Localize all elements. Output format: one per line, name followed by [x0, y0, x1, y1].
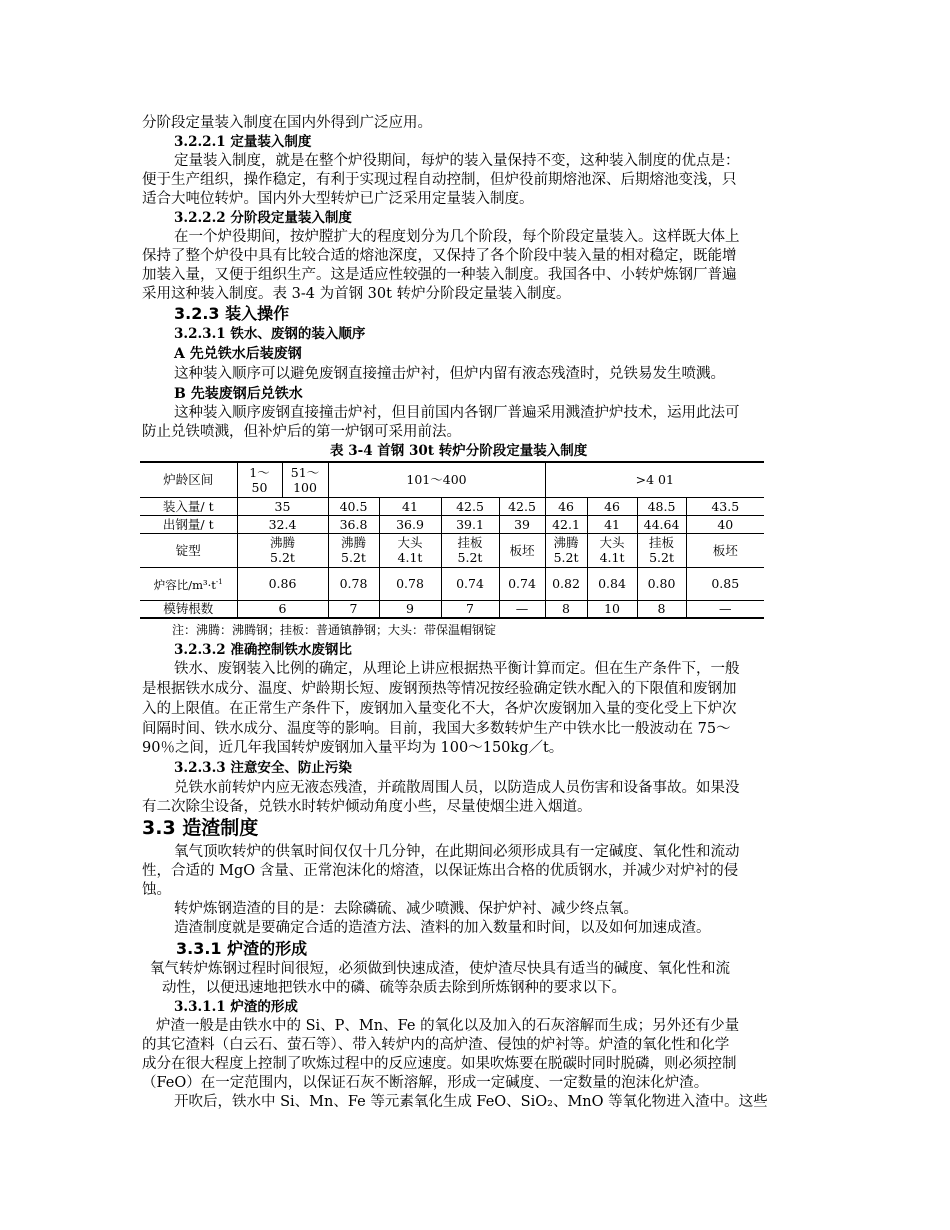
table-cell: 40 — [686, 515, 764, 533]
heading-3-2-3: 3.2.3 装入操作 — [174, 304, 290, 323]
subheading-b: B 先装废钢后兑铁水 — [174, 386, 303, 402]
table-cell: 36.9 — [379, 515, 441, 533]
table-cell: 7 — [328, 600, 379, 618]
table-cell: 42.1 — [545, 515, 587, 533]
table-cell: 0.84 — [587, 567, 637, 600]
table-cell: 挂板 5.2t — [441, 533, 499, 567]
table-row-ingot — [140, 533, 764, 567]
paragraph-line: 成分在很大程度上控制了吹炼过程中的反应速度。如果吹炼要在脱碳时同时脱磷，则必须控制 — [142, 1056, 737, 1072]
table-cell: 46 — [545, 497, 587, 515]
paragraph-line: （FeO）在一定范围内，以保证石灰不断溶解，形成一定碱度、一定数量的泡沫化炉渣。 — [142, 1075, 709, 1091]
row-label-ratio: 炉容比$/m^3\cdot t^{-1}$ — [140, 567, 237, 600]
table-cell: 板坯 — [499, 533, 545, 567]
table-row-mold — [140, 600, 764, 618]
heading-3-2-2-2: 3.2.2.2 分阶段定量装入制度 — [174, 210, 352, 226]
table-cell: 0.80 — [637, 567, 686, 600]
table-cell: 7 — [441, 600, 499, 618]
table-cell: 挂板 5.2t — [637, 533, 686, 567]
age-range-cell: >4 01 — [545, 462, 764, 497]
paragraph-line: 分阶段定量装入制度在国内外得到广泛应用。 — [142, 115, 432, 131]
heading-3-3-1-1: 3.3.1.1 炉渣的形成 — [174, 999, 298, 1015]
table-cell: 大头 4.1t — [379, 533, 441, 567]
table-cell: 6 — [237, 600, 328, 618]
table-cell: 沸腾 5.2t — [545, 533, 587, 567]
table-cell: 沸腾 5.2t — [328, 533, 379, 567]
table-cell: 46 — [587, 497, 637, 515]
table-cell: 9 — [379, 600, 441, 618]
paragraph-line: 转炉炼钢造渣的目的是：去除磷硫、减少喷溅、保护炉衬、减少终点氧。 — [174, 901, 638, 917]
table-cell: 41 — [379, 497, 441, 515]
age-range-cell: 51～ 100 — [282, 462, 328, 497]
table-cell: 0.82 — [545, 567, 587, 600]
table-cell: 大头 4.1t — [587, 533, 637, 567]
loading-table — [140, 461, 764, 619]
row-label-age: 炉龄区间 — [140, 462, 237, 497]
table-cell: 48.5 — [637, 497, 686, 515]
paragraph-line: 性，合适的 MgO 含量、正常泡沫化的熔渣，以保证炼出合格的优质钢水，并减少对炉衬的侵 — [142, 863, 739, 879]
paragraph-line: 定量装入制度，就是在整个炉役期间，每炉的装入量保持不变，这种装入制度的优点是： — [174, 153, 740, 169]
paragraph-line: 有二次除尘设备，兑铁水时转炉倾动角度小些，尽量使烟尘进入烟道。 — [142, 799, 592, 815]
heading-3-2-3-1: 3.2.3.1 铁水、废钢的装入顺序 — [174, 326, 366, 342]
paragraph-line: 间隔时间、铁水成分、温度等的影响。目前，我国大多数转炉生产中铁水比一般波动在 75～ — [142, 721, 731, 737]
table-cell: 0.78 — [328, 567, 379, 600]
paragraph-line: 90％之间，近几年我国转炉废钢加入量平均为 100～150kg／t。 — [142, 740, 564, 756]
table-cell: 40.5 — [328, 497, 379, 515]
table-cell: 0.74 — [499, 567, 545, 600]
table-cell: 沸腾 5.2t — [237, 533, 328, 567]
paragraph-line: 采用这种装入制度。表 3-4 为首钢 30t 转炉分阶段定量装入制度。 — [142, 286, 571, 302]
table-row-age — [140, 462, 764, 497]
paragraph-line: 这种装入顺序可以避免废钢直接撞击炉衬，但炉内留有液态残渣时，兑铁易发生喷溅。 — [174, 366, 725, 382]
table-cell: 35 — [237, 497, 328, 515]
paragraph-line: 蚀。 — [142, 882, 171, 898]
row-label-output: 出钢量/ t — [140, 515, 237, 533]
paragraph-line: 入的上限值。在正常生产条件下，废钢加入量变化不大，各炉次废钢加入量的变化受上下炉次 — [142, 701, 737, 717]
paragraph-line: 是根据铁水成分、温度、炉龄期长短、废钢预热等情况按经验确定铁水配入的下限值和废钢加 — [142, 681, 737, 697]
table-cell: 41 — [587, 515, 637, 533]
paragraph-line: 开吹后，铁水中 Si、Mn、Fe 等元素氧化生成 FeO、SiO₂、MnO 等氧化物进入渣中。这些 — [174, 1094, 768, 1110]
table-cell: 0.86 — [237, 567, 328, 600]
paragraph-line: 造渣制度就是要确定合适的造渣方法、渣料的加入数量和时间，以及如何加速成渣。 — [174, 920, 711, 936]
table-cell: 0.78 — [379, 567, 441, 600]
table-cell: 39.1 — [441, 515, 499, 533]
table-cell: 42.5 — [499, 497, 545, 515]
table-caption: 表 3-4 首钢 30t 转炉分阶段定量装入制度 — [330, 443, 588, 459]
heading-3-2-3-3: 3.2.3.3 注意安全、防止污染 — [174, 760, 352, 776]
table-cell: — — [686, 600, 764, 618]
row-label-load: 装入量/ t — [140, 497, 237, 515]
paragraph-line: 在一个炉役期间，按炉膛扩大的程度划分为几个阶段，每个阶段定量装入。这样既大体上 — [174, 229, 740, 245]
paragraph-line: 氧气转炉炼钢过程时间很短，必须做到快速成渣，使炉渣尽快具有适当的碱度、氧化性和流 — [150, 961, 730, 977]
table-cell: 0.85 — [686, 567, 764, 600]
paragraph-line: 加装入量，又便于组织生产。这是适应性较强的一种装入制度。我国各中、小转炉炼钢厂普遍 — [142, 267, 737, 283]
table-cell: 42.5 — [441, 497, 499, 515]
paragraph-line: 动性，以便迅速地把铁水中的磷、硫等杂质去除到所炼钢种的要求以下。 — [162, 980, 626, 996]
paragraph-line: 的其它渣料（白云石、萤石等）、带入转炉内的高炉渣、侵蚀的炉衬等。炉渣的氧化性和化学 — [142, 1037, 730, 1053]
paragraph-line: 这种装入顺序废钢直接撞击炉衬，但目前国内各钢厂普遍采用溅渣护炉技术，运用此法可 — [174, 405, 740, 421]
table-cell: 8 — [637, 600, 686, 618]
table-cell: 44.64 — [637, 515, 686, 533]
paragraph-line: 炉渣一般是由铁水中的 Si、P、Mn、Fe 的氧化以及加入的石灰溶解而生成；另外还有少量 — [156, 1018, 740, 1034]
age-range-cell: 1～ 50 — [237, 462, 282, 497]
heading-3-2-3-2: 3.2.3.2 准确控制铁水废钢比 — [174, 642, 352, 658]
paragraph-line: 氧气顶吹转炉的供氧时间仅仅十几分钟，在此期间必须形成具有一定碱度、氧化性和流动 — [174, 844, 740, 860]
heading-3-2-2-1: 3.2.2.1 定量装入制度 — [174, 134, 312, 150]
paragraph-line: 适合大吨位转炉。国内外大型转炉已广泛采用定量装入制度。 — [142, 191, 534, 207]
table-cell: 39 — [499, 515, 545, 533]
subheading-a: A 先兑铁水后装废钢 — [174, 346, 302, 362]
table-cell: 32.4 — [237, 515, 328, 533]
paragraph-line: 铁水、废钢装入比例的确定，从理论上讲应根据热平衡计算而定。但在生产条件下，一般 — [174, 661, 740, 677]
table-cell: 36.8 — [328, 515, 379, 533]
paragraph-line: 防止兑铁喷溅，但补炉后的第一炉钢可采用前法。 — [142, 424, 461, 440]
table-row-output — [140, 515, 764, 533]
paragraph-line: 兑铁水前转炉内应无液态残渣，并疏散周围人员，以防造成人员伤害和设备事故。如果没 — [174, 780, 740, 796]
row-label-mold: 模铸根数 — [140, 600, 237, 618]
table-cell: 0.74 — [441, 567, 499, 600]
table-row-load — [140, 497, 764, 515]
heading-3-3-1: 3.3.1 炉渣的形成 — [176, 939, 308, 958]
heading-3-3: 3.3 造渣制度 — [142, 817, 259, 839]
table-cell: 8 — [545, 600, 587, 618]
table-cell: 43.5 — [686, 497, 764, 515]
table-note: 注：沸腾：沸腾钢；挂板：普通镇静钢；大头：带保温帽钢锭 — [172, 623, 497, 637]
row-label-ingot: 锭型 — [140, 533, 237, 567]
table-cell: 板坯 — [686, 533, 764, 567]
paragraph-line: 保持了整个炉役中具有比较合适的熔池深度，又保持了各个阶段中装入量的相对稳定，既能增 — [142, 248, 737, 264]
age-range-cell: 101～400 — [328, 462, 545, 497]
paragraph-line: 便于生产组织，操作稳定，有利于实现过程自动控制，但炉役前期熔池深、后期熔池变浅，只 — [142, 172, 737, 188]
table-row-ratio — [140, 567, 764, 600]
table-cell: — — [499, 600, 545, 618]
table-cell: 10 — [587, 600, 637, 618]
